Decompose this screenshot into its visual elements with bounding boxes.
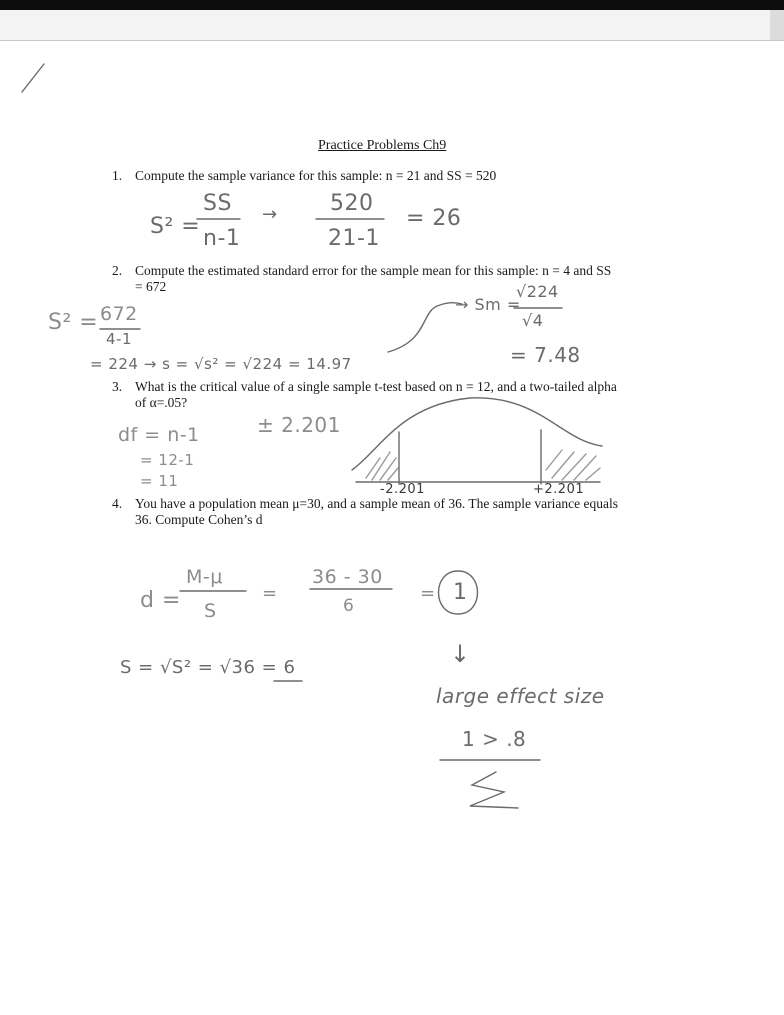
q3-df-line3: = 11: [140, 472, 179, 490]
q1-s2-label: S² =: [150, 214, 201, 239]
squiggle-mark: [470, 772, 518, 808]
left-tail-shading: [366, 452, 398, 480]
question-2-number: 2.: [112, 263, 123, 278]
q2-connector-curve: [388, 303, 462, 352]
q4-threshold-note: 1 > .8: [462, 727, 527, 751]
q4-denominator-value: 6: [343, 596, 355, 616]
question-4-text-line2: 36. Compute Cohen’s d: [135, 512, 263, 527]
question-3-number: 3.: [112, 379, 123, 394]
q1-arrow: →: [262, 204, 278, 225]
q2-standard-deviation-line: = 224 → s = √s² = √224 = 14.97: [90, 355, 352, 373]
q4-circled-result: 1: [453, 580, 468, 605]
q4-equals-1: =: [262, 583, 278, 604]
q3-left-tail-label: -2.201: [380, 482, 425, 497]
q2-sm-label: → Sm =: [455, 295, 521, 314]
q4-d-numerator: M-μ: [186, 566, 223, 588]
q4-equals-2: =: [420, 583, 436, 604]
grading-check-mark: [22, 64, 44, 92]
q4-d-denominator: S: [204, 600, 217, 622]
q3-df-line1: df = n-1: [118, 424, 200, 446]
question-2-text-line2: = 672: [135, 279, 167, 294]
q4-d-label: d =: [140, 588, 181, 613]
page-title: Practice Problems Ch9: [318, 138, 447, 153]
question-4-number: 4.: [112, 496, 123, 511]
right-tail-shading: [546, 450, 600, 480]
q3-df-line2: = 12-1: [140, 451, 195, 469]
q4-effect-size-note: large effect size: [436, 684, 605, 708]
q2-sm-numerator: √224: [516, 282, 559, 301]
q1-ss-numerator: SS: [203, 191, 232, 216]
q1-520-numerator: 520: [330, 191, 374, 216]
q4-numerator-values: 36 - 30: [312, 566, 383, 588]
q1-result: = 26: [406, 206, 462, 231]
question-2-text-line1: Compute the estimated standard error for the sample mean for this sample: n = 4 and SS: [135, 263, 612, 278]
q4-standard-deviation-line: S = √S² = √36 = 6: [120, 657, 296, 678]
q2-sm-result: = 7.48: [510, 343, 581, 367]
q2-sm-denominator: √4: [522, 311, 544, 330]
q2-s2-label: S² =: [48, 310, 99, 335]
down-arrow-icon: ↓: [450, 640, 471, 668]
q3-critical-t-value: ± 2.201: [257, 413, 341, 437]
q2-672-numerator: 672: [100, 303, 138, 325]
question-3-text-line2: of α=.05?: [135, 395, 188, 410]
q1-21-1-denominator: 21-1: [328, 226, 380, 251]
q1-n-1-denominator: n-1: [203, 226, 241, 251]
question-1-number: 1.: [112, 168, 123, 183]
question-1-text: Compute the sample variance for this sample: n = 21 and SS = 520: [135, 168, 497, 183]
q3-right-tail-label: +2.201: [533, 482, 585, 497]
t-distribution-curve: [352, 398, 602, 470]
question-4-text-line1: You have a population mean μ=30, and a sample mean of 36. The sample variance equals: [135, 496, 618, 511]
question-3-text-line1: What is the critical value of a single sample t-test based on n = 12, and a two-tailed alpha: [135, 379, 617, 394]
q2-4-1-denominator: 4-1: [106, 330, 132, 348]
